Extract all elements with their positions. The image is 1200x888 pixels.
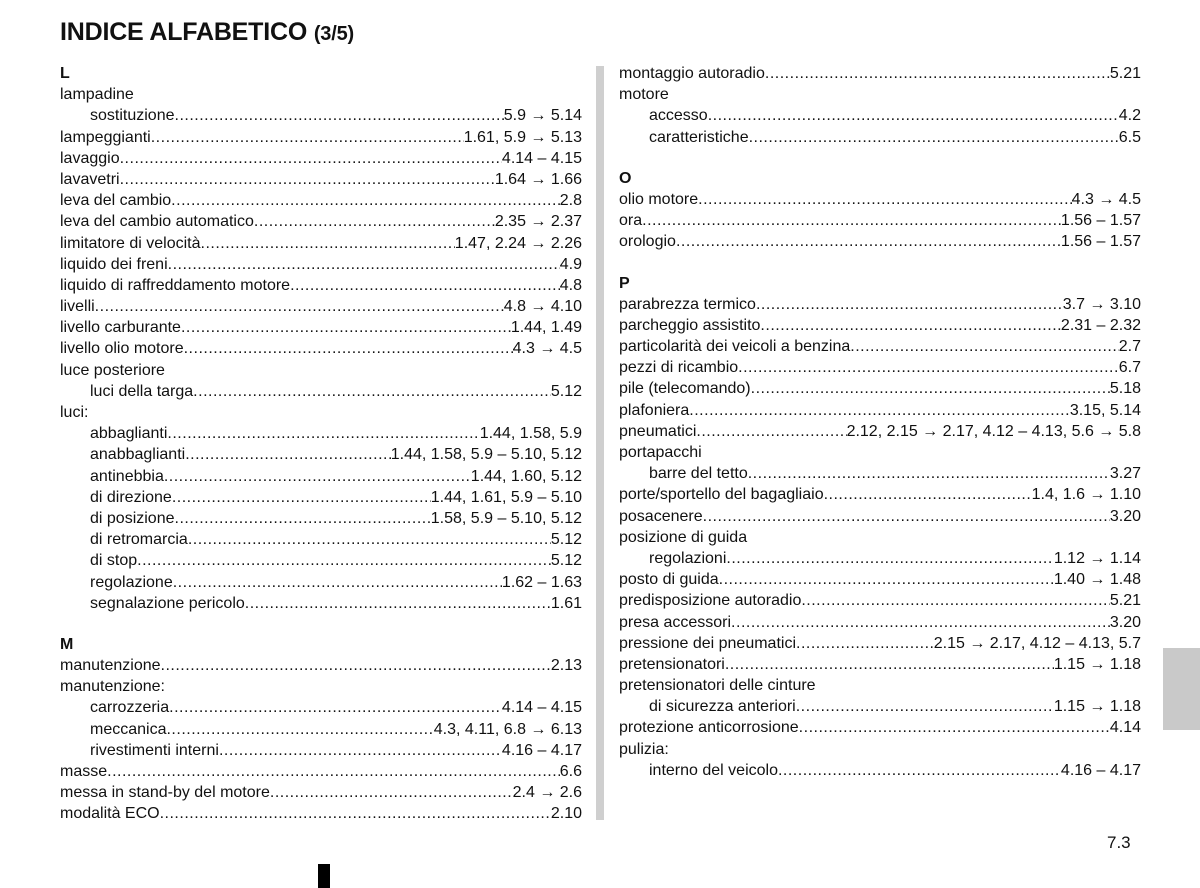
index-entry-content [649,127,1141,148]
index-page-ref: 4.3 → 4.5 [512,340,582,358]
column-divider [596,66,604,820]
index-entry-content [90,697,582,718]
index-page-ref: 1.40 → 1.48 [1053,571,1141,589]
index-entry-content [90,423,582,444]
index-page-ref: 5.18 [1109,380,1141,398]
dot-leader [689,400,1070,421]
dot-leader [160,803,551,824]
index-entry-content [90,105,582,126]
index-page-ref: 6.7 [1118,359,1141,377]
index-entry [619,760,1141,781]
index-page-ref: 2.4 → 2.6 [512,784,582,802]
index-entry [619,633,1141,654]
index-page-ref: 2.10 [550,805,582,823]
dot-leader [698,189,1071,210]
dot-leader [184,338,513,359]
dot-leader [167,423,479,444]
index-term: modalità ECO [60,805,160,823]
index-entry [60,127,582,148]
index-term: abbaglianti [90,425,168,443]
dot-leader [778,760,1061,781]
index-entry [619,189,1141,210]
index-term: pretensionatori [619,655,725,673]
index-entry [60,148,582,169]
index-entry [60,190,582,211]
index-page-ref: 1.44, 1.49 [510,319,582,337]
index-entry [619,590,1141,611]
index-entry-content [619,315,1141,336]
index-page-ref: 4.2 [1118,107,1141,125]
index-entry-content [619,633,1141,654]
index-page-ref: 3.15, 5.14 [1069,401,1141,419]
index-term: livello carburante [60,319,181,337]
index-entry-content [90,487,582,508]
dot-leader [824,484,1032,505]
index-group-label: lampadine [60,86,134,104]
page-title-text: INDICE ALFABETICO [60,18,308,46]
index-term: anabbaglianti [90,446,186,464]
index-term: particolarità dei veicoli a benzina [619,338,851,356]
index-group-label: portapacchi [619,444,702,461]
index-entry [60,296,582,317]
index-column-left [60,63,582,825]
index-entry [60,444,582,465]
index-entry [60,550,582,571]
index-entry-content [649,696,1141,717]
index-entry-content [619,210,1141,231]
index-page-ref: 2.15 → 2.17, 4.12 – 4.13, 5.7 [933,634,1141,652]
index-term: pezzi di ricambio [619,359,739,377]
index-entry [60,719,582,740]
dot-leader [164,466,471,487]
dot-leader [796,696,1054,717]
dot-leader [676,231,1061,252]
index-entry [60,529,582,550]
index-page-ref: 3.20 [1109,613,1141,631]
index-page-ref: 1.61 [550,594,582,612]
index-entry-content [619,590,1141,611]
index-term: accesso [649,107,708,125]
index-entry [60,655,582,676]
index-entry-content [619,717,1141,738]
index-entry [619,548,1141,569]
dot-leader [171,190,560,211]
dot-leader [719,569,1054,590]
index-page-ref: 6.6 [559,763,582,780]
dot-leader [799,717,1110,738]
index-entry [60,697,582,718]
index-page-ref: 1.47, 2.24 → 2.26 [454,234,582,252]
index-group-label: luce posteriore [60,361,165,379]
dot-leader [850,336,1119,357]
index-entry-content [60,803,582,824]
index-entry-content [60,127,582,148]
index-page-ref: 2.35 → 2.37 [494,213,582,231]
index-entry [619,612,1141,633]
index-entry [619,717,1141,738]
index-entry [60,317,582,338]
index-page-ref: 4.14 – 4.15 [501,699,582,717]
index-entry-content [619,63,1141,84]
dot-leader [642,210,1061,231]
index-entry-content [649,463,1141,484]
index-term: posto di guida [619,571,719,589]
dot-leader [801,590,1110,611]
index-page-ref: 4.8 → 4.10 [503,298,582,316]
crop-mark [318,864,330,888]
index-entry [619,696,1141,717]
index-term: di posizione [90,509,175,527]
dot-leader [169,697,502,718]
index-term: olio motore [619,190,699,208]
index-page-ref: 1.61, 5.9 → 5.13 [463,128,582,146]
index-term: leva del cambio [60,192,172,210]
index-term: regolazione [90,573,173,591]
index-page-ref: 4.16 – 4.17 [1060,761,1141,779]
index-term: parabrezza termico [619,295,756,313]
dot-leader [193,381,551,402]
index-term: leva del cambio automatico [60,213,254,231]
index-entry [619,315,1141,336]
index-entry-content [60,148,582,169]
dot-leader [245,593,551,614]
index-entry [60,381,582,402]
index-page-ref: 1.15 → 1.18 [1053,698,1141,716]
index-term: di sicurezza anteriori [649,698,796,716]
index-spacer [619,253,1141,273]
index-group-label: pretensionatori delle cinture [619,677,816,695]
index-term: liquido di raffreddamento motore [60,276,291,294]
index-entry-content [619,400,1141,421]
index-entry-content [90,550,582,571]
index-entry-content [619,612,1141,633]
index-entry [60,338,582,359]
dot-leader [172,487,431,508]
index-spacer [619,148,1141,168]
index-group-label: luci: [60,404,89,421]
index-page-ref: 5.21 [1109,592,1141,610]
index-letter-heading: O [619,169,632,187]
index-entry [60,782,582,803]
index-term: meccanica [90,720,167,738]
index-entry-content [619,654,1141,675]
index-entry [619,336,1141,357]
index-entry-content [90,593,582,614]
dot-leader [731,612,1110,633]
dot-leader [166,719,433,740]
index-page-ref: 1.44, 1.58, 5.9 [479,425,582,443]
index-page-ref: 5.12 [550,382,582,400]
index-entry-content [619,357,1141,378]
index-term: carrozzeria [90,699,170,717]
index-entry [619,484,1141,505]
index-entry [619,294,1141,315]
index-page-ref: 4.3, 4.11, 6.8 → 6.13 [433,720,582,738]
index-entry-content [619,336,1141,357]
dot-leader [765,63,1110,84]
dot-leader [151,127,464,148]
index-page-ref: 2.31 – 2.32 [1060,316,1141,334]
index-term: di stop [90,552,138,570]
index-page-ref: 1.56 – 1.57 [1060,212,1141,230]
index-entry-content [90,466,582,487]
index-page-ref: 2.13 [550,657,582,675]
dot-leader [188,529,551,550]
index-term: barre del tetto [649,465,748,483]
index-entry-content [60,317,582,338]
index-entry-content [90,508,582,529]
index-entry [619,569,1141,590]
index-entry [619,400,1141,421]
dot-leader [756,294,1063,315]
index-term: montaggio autoradio [619,65,765,82]
dot-leader [270,782,513,803]
index-column-right [619,63,1141,781]
index-entry-content [60,655,582,676]
index-term: posacenere [619,507,703,525]
page-number: 7.3 [1107,833,1131,852]
index-entry-content [90,572,582,593]
dot-leader [748,463,1110,484]
index-entry [60,593,582,614]
index-page-ref: 1.62 – 1.63 [501,573,582,591]
index-entry [619,378,1141,399]
dot-leader [181,317,511,338]
index-entry [60,211,582,232]
index-page-ref: 2.7 [1118,338,1141,356]
index-entry [60,761,582,782]
index-entry-content [60,169,582,190]
index-entry [619,421,1141,442]
index-term: predisposizione autoradio [619,592,802,610]
index-entry-content [90,444,582,465]
index-entry [60,572,582,593]
index-entry-content [619,231,1141,252]
dot-leader [254,211,495,232]
index-entry [619,127,1141,148]
dot-leader [95,296,504,317]
index-page-ref: 5.12 [550,531,582,549]
index-entry-content [649,105,1141,126]
index-term: interno del veicolo [649,761,778,779]
index-entry-content [90,381,582,402]
index-entry [60,169,582,190]
index-page-ref: 1.12 → 1.14 [1053,549,1141,567]
index-entry [60,740,582,761]
index-term: pile (telecomando) [619,380,751,398]
index-entry-content [90,719,582,740]
dot-leader [161,655,551,676]
index-entry-content [619,189,1141,210]
dot-leader [173,572,502,593]
index-group-label: manutenzione: [60,678,165,696]
index-page-ref: 1.56 – 1.57 [1060,233,1141,251]
index-entry-content [619,294,1141,315]
index-entry-content [60,782,582,803]
dot-leader [725,654,1054,675]
index-term: masse [60,763,108,780]
index-entry [619,105,1141,126]
index-term: manutenzione [60,657,161,675]
index-page-ref: 5.12 [550,552,582,570]
index-page-ref: 5.21 [1109,65,1141,82]
index-entry-content [649,548,1141,569]
index-term: pneumatici [619,422,697,440]
index-term: liquido dei freni [60,255,168,273]
index-entry-content [619,484,1141,505]
index-entry-content [60,190,582,211]
index-term: messa in stand-by del motore [60,784,270,802]
index-entry [619,210,1141,231]
index-spacer [60,614,582,634]
index-entry [60,508,582,529]
index-entry [60,254,582,275]
index-group-label: motore [619,86,669,104]
index-page-ref: 4.3 → 4.5 [1071,190,1141,208]
index-term: porte/sportello del bagagliaio [619,486,824,504]
index-entry-content [619,506,1141,527]
index-entry-content [619,378,1141,399]
index-page-ref: 6.5 [1118,128,1141,146]
index-term: regolazioni [649,549,727,567]
index-term: limitatore di velocità [60,234,201,252]
index-page-ref: 3.20 [1109,507,1141,525]
index-entry-content [60,761,582,782]
index-term: lavaggio [60,149,120,167]
index-term: livelli [60,298,95,316]
index-page-ref: 1.44, 1.60, 5.12 [470,467,582,485]
dot-leader [107,761,560,782]
index-term: pressione dei pneumatici [619,634,796,652]
index-entry [60,487,582,508]
index-entry-content [60,254,582,275]
index-term: presa accessori [619,613,732,631]
index-term: segnalazione pericolo [90,594,245,612]
page-title-part: (3/5) [313,23,354,45]
dot-leader [696,421,846,442]
index-entry-content [649,760,1141,781]
index-entry-content [619,421,1141,442]
index-entry [60,275,582,296]
dot-leader [175,508,431,529]
index-entry-content [60,275,582,296]
page-title [60,18,354,47]
index-letter-heading: L [60,65,70,82]
index-term: lavavetri [60,170,120,188]
index-letter-heading: P [619,274,630,292]
dot-leader [749,127,1119,148]
index-entry-content [60,211,582,232]
index-page-ref: 4.14 – 4.15 [501,149,582,167]
dot-leader [137,550,551,571]
index-term: luci della targa [90,382,194,400]
index-page-ref: 1.64 → 1.66 [494,170,582,188]
dot-leader [751,378,1110,399]
index-term: livello olio motore [60,340,184,358]
index-entry-content [619,569,1141,590]
index-entry [619,357,1141,378]
index-term: orologio [619,233,676,251]
index-entry-content [60,233,582,254]
index-page-ref: 3.27 [1109,465,1141,483]
index-page-ref: 1.44, 1.61, 5.9 – 5.10 [430,488,582,506]
dot-leader [738,357,1119,378]
index-page-ref: 1.44, 1.58, 5.9 – 5.10, 5.12 [390,446,582,464]
index-letter-heading: M [60,635,74,653]
dot-leader [760,315,1061,336]
index-entry [60,105,582,126]
index-page-ref: 2.8 [559,192,582,210]
index-entry [619,63,1141,84]
index-page-ref: 2.12, 2.15 → 2.17, 4.12 – 4.13, 5.6 → 5.8 [846,422,1141,440]
index-entry [60,466,582,487]
index-entry-content [90,740,582,761]
index-term: caratteristiche [649,128,749,146]
index-entry [619,506,1141,527]
index-page-ref: 3.7 → 3.10 [1062,295,1141,313]
index-term: di retromarcia [90,531,188,549]
dot-leader [219,740,502,761]
index-page-ref: 4.14 [1109,719,1141,737]
index-term: plafoniera [619,401,690,419]
index-entry [60,803,582,824]
index-term: di direzione [90,488,172,506]
index-page-ref: 1.15 → 1.18 [1053,655,1141,673]
index-page-ref: 5.9 → 5.14 [503,107,582,125]
dot-leader [708,105,1119,126]
dot-leader [175,105,504,126]
index-entry-content [60,338,582,359]
index-entry-content [60,296,582,317]
index-group-label: posizione di guida [619,528,748,546]
index-page-ref: 4.9 [559,255,582,273]
dot-leader [290,275,560,296]
index-entry [619,463,1141,484]
dot-leader [703,506,1110,527]
dot-leader [120,169,495,190]
index-page-ref: 4.16 – 4.17 [501,741,582,759]
index-entry [60,423,582,444]
dot-leader [726,548,1053,569]
index-term: rivestimenti interni [90,741,219,759]
index-page-ref: 1.58, 5.9 – 5.10, 5.12 [430,509,582,527]
dot-leader [120,148,502,169]
index-term: antinebbia [90,467,164,485]
dot-leader [185,444,391,465]
index-term: sostituzione [90,107,175,125]
index-term: ora [619,212,643,230]
index-page-ref: 4.8 [559,276,582,294]
dot-leader [796,633,934,654]
index-group-label: pulizia: [619,740,669,758]
index-entry [60,233,582,254]
section-tab-marker [1163,648,1200,730]
dot-leader [168,254,560,275]
index-entry [619,231,1141,252]
dot-leader [201,233,455,254]
index-term: parcheggio assistito [619,316,761,334]
index-entry-content [90,529,582,550]
index-term: protezione anticorrosione [619,719,799,737]
index-entry [619,654,1141,675]
index-term: lampeggianti [60,128,151,146]
index-page-ref: 1.4, 1.6 → 1.10 [1031,486,1141,504]
